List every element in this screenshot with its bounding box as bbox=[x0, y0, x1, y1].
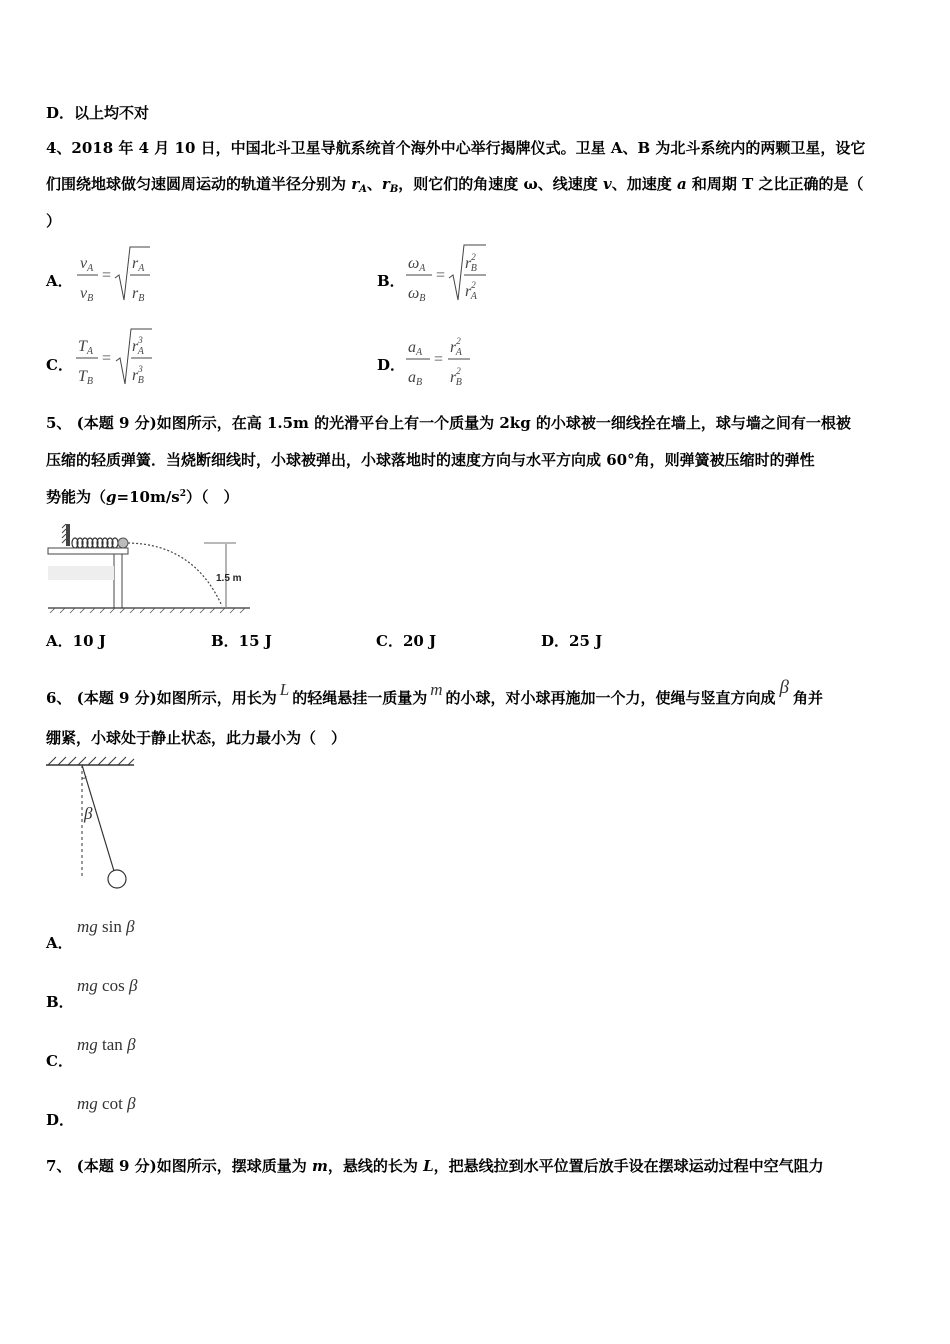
q5-text-line3: 势能为$(g=10m/s^2)$（ ） bbox=[46, 488, 239, 506]
q4-option-a-label: A． bbox=[46, 272, 73, 290]
q5-spring-platform-figure bbox=[44, 518, 254, 614]
svg-text:=: = bbox=[102, 350, 112, 367]
q4-text-line3: ） bbox=[46, 212, 62, 230]
q4-option-d-formula bbox=[404, 330, 484, 390]
q5-text-line2: 压缩的轻质弹簧．当烧断细线时，小球被弹出，小球落地时的速度方向与水平方向成 60°角，则弹簧被压缩时的弹性 bbox=[46, 451, 815, 469]
svg-text:rB: rB bbox=[132, 285, 145, 304]
q4-option-b-formula bbox=[404, 242, 500, 306]
spring bbox=[72, 538, 118, 548]
q6-pendulum-figure bbox=[44, 754, 140, 892]
svg-text:r2B: $r^2$ B bbox=[450, 366, 462, 388]
q4-option-c-label: C． bbox=[46, 356, 73, 374]
svg-text:aA: aA bbox=[408, 339, 423, 358]
q4-option-c-formula bbox=[74, 327, 170, 389]
svg-text:ωB: ωB bbox=[408, 285, 426, 304]
q4-option-b-label: B． bbox=[377, 272, 405, 290]
q6-text-line2: 绷紧，小球处于静止状态，此力最小为（ ） bbox=[46, 729, 347, 747]
q6-option-d-expr: mg cot β bbox=[77, 1094, 136, 1113]
platform-leg bbox=[114, 554, 122, 608]
wall bbox=[66, 524, 70, 546]
q4-text-line2: 们围绕地球做匀速圆周运动的轨道半径分别为 $r_A$、$r_B$，则它们的角速度 ω、线速度 v、加速度 a 和周期 T 之比正确的是（ bbox=[46, 175, 864, 195]
svg-text:r2A: $r^2$ A bbox=[465, 280, 477, 302]
ball bbox=[118, 538, 128, 548]
q6-option-a-label: A． bbox=[46, 934, 73, 952]
q4-text-line1: 4、2018 年 4 月 10 日，中国北斗卫星导航系统首个海外中心举行揭牌仪式。卫星 A、B 为北斗系统内的两颗卫星，设它 bbox=[46, 139, 866, 157]
q6-option-c-label: C． bbox=[46, 1052, 73, 1070]
svg-text:aB: aB bbox=[408, 369, 423, 388]
svg-text:=: = bbox=[436, 267, 446, 284]
q4-option-d-label: D． bbox=[377, 356, 406, 374]
angle-label: β bbox=[84, 804, 93, 823]
svg-text:r2B: $r^2$ B bbox=[465, 252, 477, 274]
trajectory bbox=[128, 543, 222, 606]
q4-option-a-formula bbox=[74, 244, 164, 306]
q6-option-d-label: D． bbox=[46, 1111, 75, 1129]
svg-text:ωA: ωA bbox=[408, 255, 426, 274]
ball bbox=[108, 870, 126, 888]
svg-text:vB: vB bbox=[80, 285, 94, 304]
platform-top bbox=[48, 548, 128, 554]
q5-option-c: C．20 J bbox=[376, 632, 437, 650]
q5-option-d: D．25 J bbox=[541, 632, 603, 650]
q5-option-a: A．10 J bbox=[46, 632, 106, 650]
q3-option-d: D．以上均不对 bbox=[46, 104, 150, 122]
q7-text-line1: 7、 (本题 9 分)如图所示，摆球质量为 m，悬线的长为 L，把悬线拉到水平位置后放手设在摆球运动过程中空气阻力 bbox=[46, 1157, 824, 1175]
svg-text:r2A: $r^2$ A bbox=[450, 336, 462, 358]
q6-option-a-expr: mg sin β bbox=[77, 917, 135, 936]
svg-text:=: = bbox=[102, 267, 112, 284]
svg-text:TA: TA bbox=[78, 338, 94, 357]
svg-text:r3A: $r^3$ A bbox=[132, 335, 144, 357]
q5-text-line1: 5、 (本题 9 分)如图所示，在高 1.5m 的光滑平台上有一个质量为 2kg 的小球被一细线拴在墙上，球与墙之间有一根被 bbox=[46, 414, 851, 432]
q6-option-c-expr: mg tan β bbox=[77, 1035, 136, 1054]
q5-option-b: B．15 J bbox=[211, 632, 272, 650]
platform-shadow bbox=[48, 566, 114, 580]
q6-text-line1: 6、 (本题 9 分)如图所示，用长为 L 的轻绳悬挂一质量为 m 的小球，对小球再施加一个力，使绳与竖直方向成 β 角并 bbox=[46, 677, 824, 707]
svg-text:=: = bbox=[434, 351, 444, 368]
height-label: 1.5 m bbox=[216, 573, 242, 584]
svg-text:TB: TB bbox=[78, 368, 94, 387]
svg-text:rA: rA bbox=[132, 255, 145, 274]
q6-option-b-label: B． bbox=[46, 993, 74, 1011]
q6-option-b-expr: mg cos β bbox=[77, 976, 138, 995]
svg-text:r3B: $r^3$ B bbox=[132, 364, 144, 386]
svg-text:vA: vA bbox=[80, 255, 94, 274]
